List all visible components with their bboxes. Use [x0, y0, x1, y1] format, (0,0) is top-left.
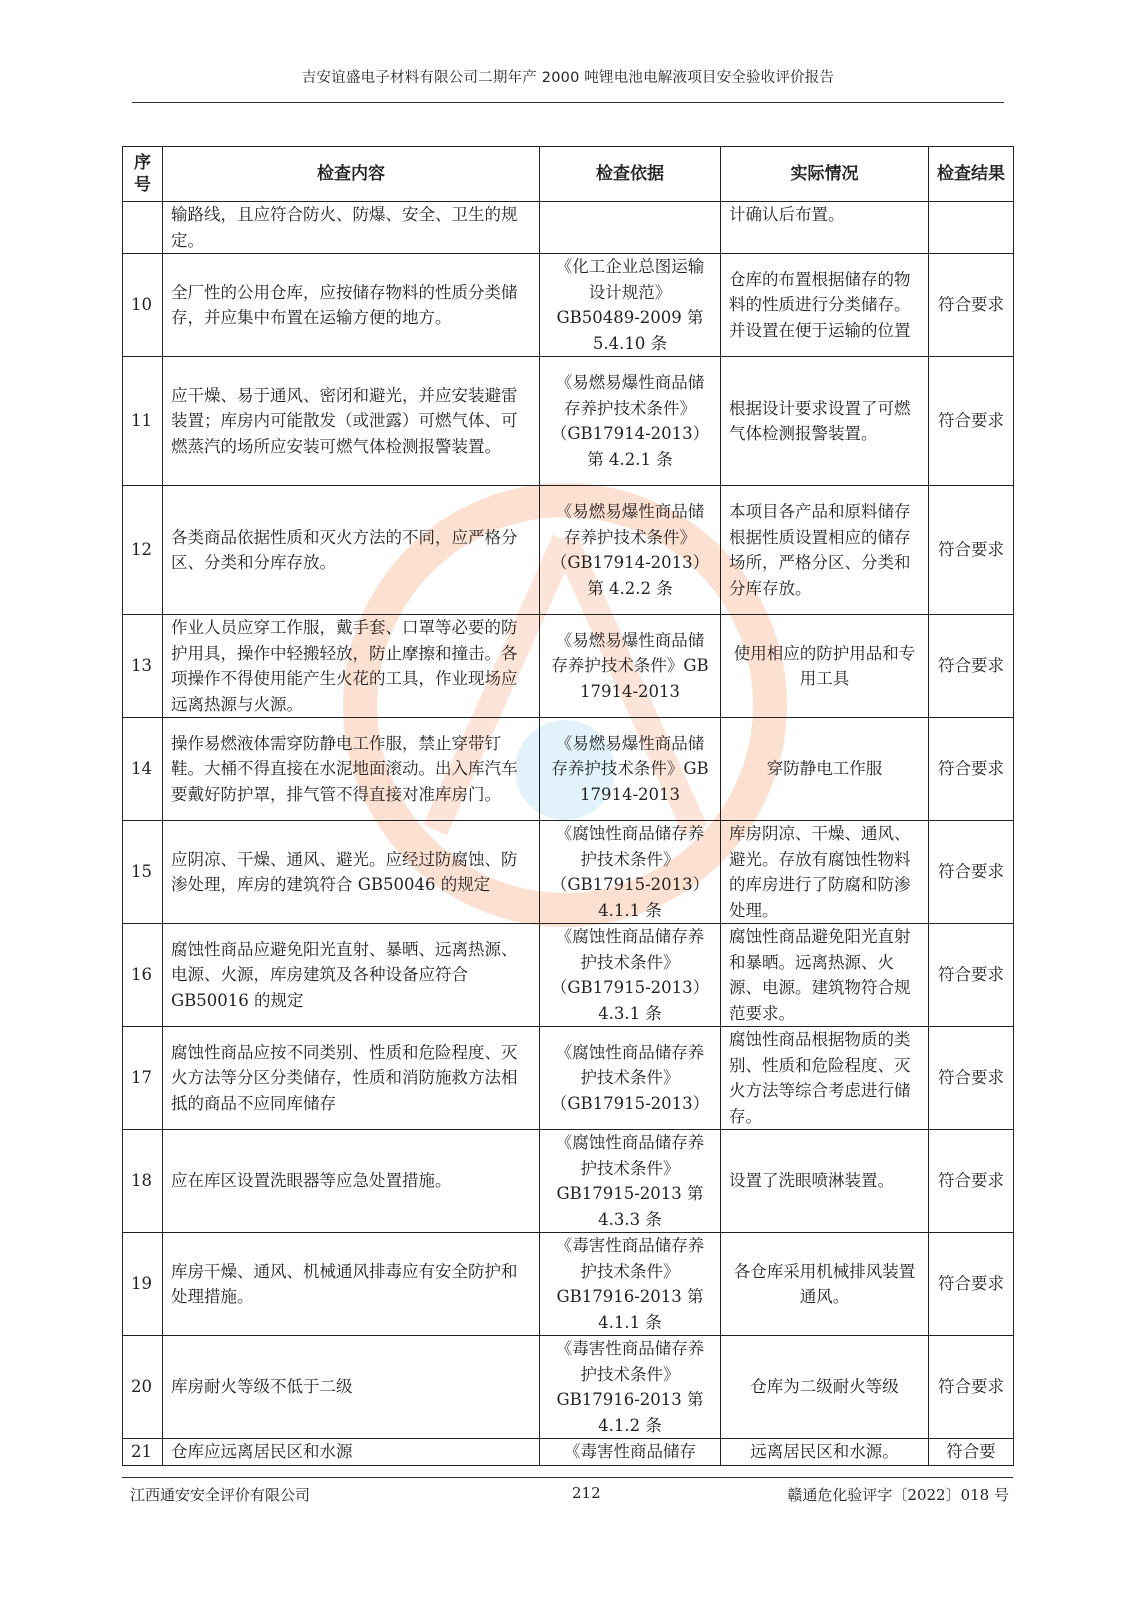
row-actual: 各仓库采用机械排风装置通风。: [721, 1233, 929, 1336]
row-content: 库房干燥、通风、机械通风排毒应有安全防护和处理措施。: [163, 1233, 540, 1336]
row-actual: 腐蚀性商品避免阳光直射和暴晒。远离热源、火源、电源。建筑物符合规范要求。: [721, 924, 929, 1027]
table-row: [123, 1439, 1014, 1466]
table-row: [123, 821, 1014, 924]
row-actual: 仓库的布置根据储存的物料的性质进行分类储存。并设置在便于运输的位置: [721, 254, 929, 357]
row-actual: 库房阴凉、干燥、通风、避光。存放有腐蚀性物料的库房进行了防腐和防渗处理。: [721, 821, 929, 924]
footer-doc-number: 赣通危化验评字〔2022〕018 号: [787, 1486, 1009, 1504]
table-row: [123, 1027, 1014, 1130]
table-header-row: [123, 147, 1014, 202]
row-basis: 《腐蚀性商品储存养护技术条件》（GB17915-2013）: [540, 1027, 721, 1130]
row-content: 输路线，且应符合防火、防爆、安全、卫生的规定。: [163, 202, 540, 254]
row-basis: 《腐蚀性商品储存养护技术条件》GB17915-2013 第 4.3.3 条: [540, 1130, 721, 1233]
row-result: 符合要求: [929, 718, 1014, 821]
page-header: [132, 66, 1004, 103]
row-result: 符合要求: [929, 486, 1014, 615]
row-actual: 本项目各产品和原料储存根据性质设置相应的储存场所，严格分区、分类和分库存放。: [721, 486, 929, 615]
inspection-table: [122, 146, 1014, 1466]
row-actual: 计确认后布置。: [721, 202, 929, 254]
row-content: 各类商品依据性质和灭火方法的不同，应严格分区、分类和分库存放。: [163, 486, 540, 615]
row-actual: 根据设计要求设置了可燃气体检测报警装置。: [721, 357, 929, 486]
row-basis: 《易燃易爆性商品储存养护技术条件》（GB17914-2013）第 4.2.1 条: [540, 357, 721, 486]
row-actual: 使用相应的防护用品和专用工具: [721, 615, 929, 718]
row-content: 作业人员应穿工作服，戴手套、口罩等必要的防护用具，操作中轻搬轻放，防止摩擦和撞击。各项操作不得使用能产生火花的工具，作业现场应远离热源与火源。: [163, 615, 540, 718]
row-seq: 20: [123, 1336, 163, 1439]
page-number: 212: [572, 1484, 601, 1502]
row-seq: 17: [123, 1027, 163, 1130]
row-seq: 11: [123, 357, 163, 486]
col-header-basis: 检查依据: [540, 147, 721, 202]
table-row: [123, 718, 1014, 821]
row-result: 符合要求: [929, 1027, 1014, 1130]
row-result: 符合要求: [929, 821, 1014, 924]
row-result: 符合要求: [929, 1233, 1014, 1336]
table-row: [123, 1233, 1014, 1336]
row-seq: 12: [123, 486, 163, 615]
table-row: [123, 924, 1014, 1027]
row-seq: [123, 202, 163, 254]
row-content: 应在库区设置洗眼器等应急处置措施。: [163, 1130, 540, 1233]
table-row: [123, 486, 1014, 615]
table-row: [123, 1130, 1014, 1233]
row-content: 操作易燃液体需穿防静电工作服，禁止穿带钉鞋。大桶不得直接在水泥地面滚动。出入库汽车要戴好防护罩，排气管不得直接对准库房门。: [163, 718, 540, 821]
row-content: 应阴凉、干燥、通风、避光。应经过防腐蚀、防渗处理，库房的建筑符合 GB50046 的规定: [163, 821, 540, 924]
row-basis: 《腐蚀性商品储存养护技术条件》（GB17915-2013）4.3.1 条: [540, 924, 721, 1027]
row-content: 腐蚀性商品应按不同类别、性质和危险程度、灭火方法等分区分类储存，性质和消防施救方法相抵的商品不应同库储存: [163, 1027, 540, 1130]
row-seq: 10: [123, 254, 163, 357]
col-header-content: 检查内容: [163, 147, 540, 202]
row-result: 符合要求: [929, 615, 1014, 718]
table-row: [123, 254, 1014, 357]
row-basis: 《毒害性商品储存养护技术条件》GB17916-2013 第 4.1.1 条: [540, 1233, 721, 1336]
row-actual: 腐蚀性商品根据物质的类别、性质和危险程度、灭火方法等综合考虑进行储存。: [721, 1027, 929, 1130]
row-basis: 《毒害性商品储存: [540, 1439, 721, 1466]
row-content: 全厂性的公用仓库，应按储存物料的性质分类储存，并应集中布置在运输方便的地方。: [163, 254, 540, 357]
table-row: [123, 357, 1014, 486]
row-actual: 远离居民区和水源。: [721, 1439, 929, 1466]
row-content: 仓库应远离居民区和水源: [163, 1439, 540, 1466]
row-actual: 设置了洗眼喷淋装置。: [721, 1130, 929, 1233]
row-actual: 仓库为二级耐火等级: [721, 1336, 929, 1439]
row-seq: 19: [123, 1233, 163, 1336]
row-result: [929, 202, 1014, 254]
row-basis: 《化工企业总图运输设计规范》GB50489-2009 第 5.4.10 条: [540, 254, 721, 357]
page-footer: [122, 1477, 1013, 1508]
col-header-result: 检查结果: [929, 147, 1014, 202]
table-row: [123, 615, 1014, 718]
row-basis: 《易燃易爆性商品储存养护技术条件》（GB17914-2013）第 4.2.2 条: [540, 486, 721, 615]
col-header-actual: 实际情况: [721, 147, 929, 202]
row-basis: 《易燃易爆性商品储存养护技术条件》GB 17914-2013: [540, 718, 721, 821]
row-seq: 18: [123, 1130, 163, 1233]
row-result: 符合要求: [929, 1336, 1014, 1439]
row-content: 应干燥、易于通风、密闭和避光，并应安装避雷装置；库房内可能散发（或泄露）可燃气体、可燃蒸汽的场所应安装可燃气体检测报警装置。: [163, 357, 540, 486]
row-seq: 13: [123, 615, 163, 718]
row-result: 符合要求: [929, 357, 1014, 486]
row-basis: 《毒害性商品储存养护技术条件》GB17916-2013 第 4.1.2 条: [540, 1336, 721, 1439]
row-result: 符合要求: [929, 924, 1014, 1027]
row-basis: [540, 202, 721, 254]
row-basis: 《易燃易爆性商品储存养护技术条件》GB 17914-2013: [540, 615, 721, 718]
footer-company: 江西通安安全评价有限公司: [130, 1486, 311, 1504]
col-header-seq: 序号: [123, 147, 163, 202]
row-basis: 《腐蚀性商品储存养护技术条件》（GB17915-2013）4.1.1 条: [540, 821, 721, 924]
table-row: [123, 1336, 1014, 1439]
row-result: 符合要求: [929, 1130, 1014, 1233]
row-actual: 穿防静电工作服: [721, 718, 929, 821]
row-result: 符合要求: [929, 254, 1014, 357]
row-seq: 14: [123, 718, 163, 821]
row-seq: 21: [123, 1439, 163, 1466]
table-row: [123, 202, 1014, 254]
report-title: 吉安谊盛电子材料有限公司二期年产 2000 吨锂电池电解液项目安全验收评价报告: [301, 70, 835, 86]
row-seq: 16: [123, 924, 163, 1027]
row-result: 符合要: [929, 1439, 1014, 1466]
row-content: 库房耐火等级不低于二级: [163, 1336, 540, 1439]
row-content: 腐蚀性商品应避免阳光直射、暴晒、远离热源、电源、火源，库房建筑及各种设备应符合 GB50016 的规定: [163, 924, 540, 1027]
row-seq: 15: [123, 821, 163, 924]
